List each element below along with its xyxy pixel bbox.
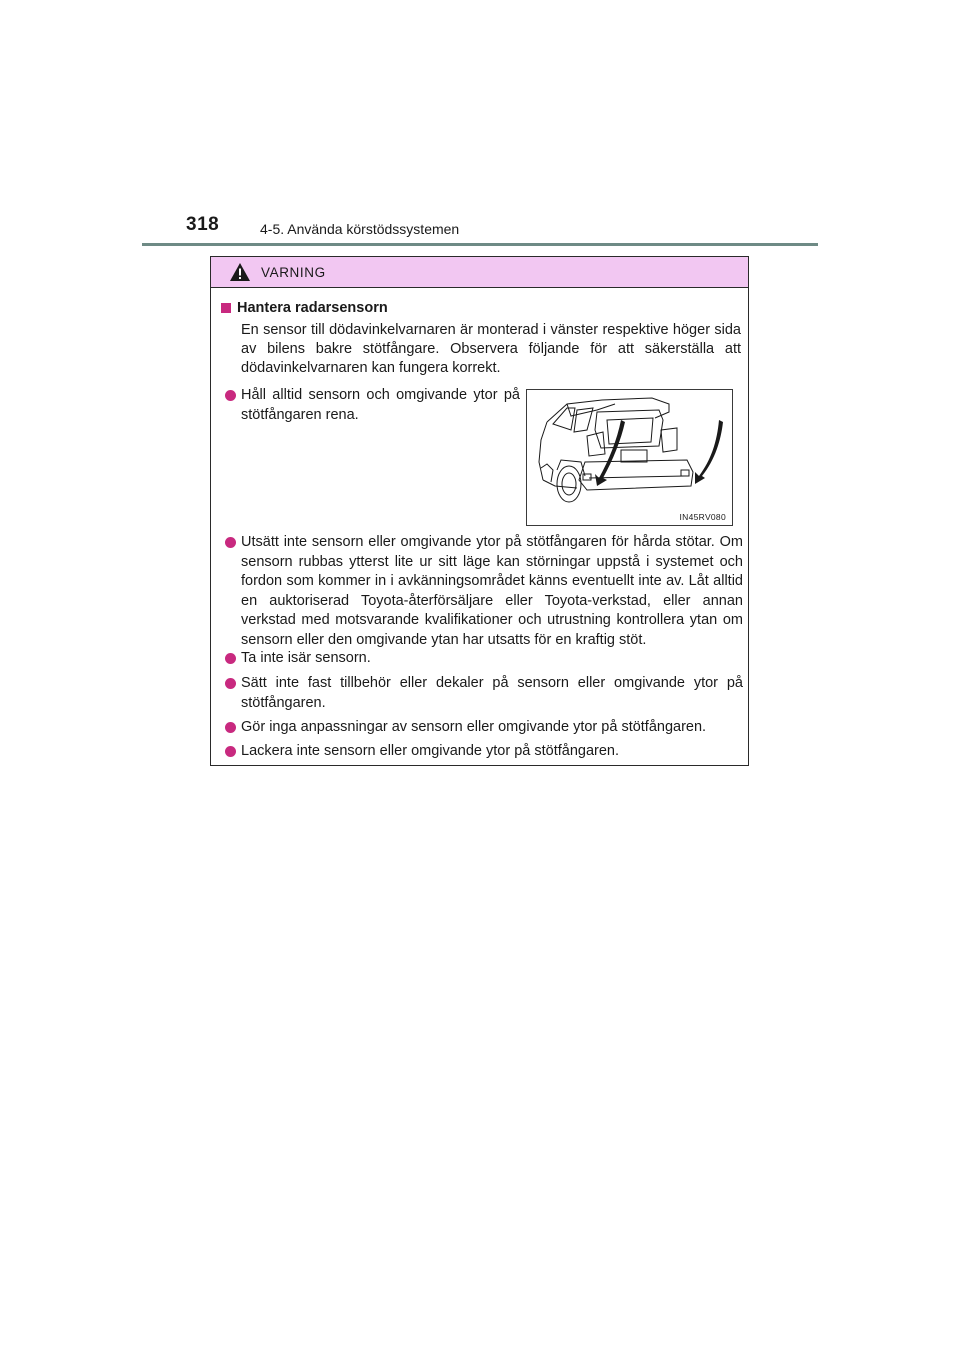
figure-code: IN45RV080 <box>679 512 726 522</box>
warning-label: VARNING <box>261 264 326 280</box>
bullet-text: Utsätt inte sensorn eller omgivande ytor på stötfångaren för hårda stötar. Om sensorn rubbas ytterst lite ur sitt läge kan störningar uppstå i systemet och fordon som kommer in i avkänningsområdet känns eventuellt inte av. Låt alltid en auktoriserad Toyota-återförsäljare eller Toyota-verkstad, eller annan verkstad med motsvarande kvalifikationer och utrustning kontrollera ytan om sensorn eller den omgivande ytan har utsatts för en kraftig stöt. <box>241 534 743 648</box>
bullet-text: Sätt inte fast tillbehör eller dekaler på sensorn eller omgivande ytor på stötfångaren. <box>241 675 743 711</box>
bullet-item <box>225 718 743 738</box>
bullet-dot-icon <box>225 653 236 664</box>
bullet-dot-icon <box>225 537 236 548</box>
header-rule <box>142 243 818 246</box>
warning-header <box>211 257 748 288</box>
warning-triangle-icon <box>229 262 251 282</box>
bullet-dot-icon <box>225 746 236 757</box>
bullet-text: Lackera inte sensorn eller omgivande ytor på stötfångaren. <box>241 743 620 759</box>
bullet-item <box>225 742 743 762</box>
bullet-dot-icon <box>225 390 236 401</box>
bullet-text: Håll alltid sensorn och omgivande ytor på stötfångaren rena. <box>241 387 520 423</box>
bullet-dot-icon <box>225 722 236 733</box>
bumper-sensor-illustration <box>526 389 733 526</box>
bullet-item <box>225 649 743 669</box>
bullet-text: Ta inte isär sensorn. <box>241 650 371 666</box>
warning-heading <box>221 300 388 316</box>
bullet-dot-icon <box>225 678 236 689</box>
square-bullet-icon <box>221 303 231 313</box>
intro-paragraph: En sensor till dödavinkelvarnaren är monterad i vänster respektive höger sida av bilens bakre stötfångare. Observera följande för att säkerställa att dödavinkelvarnaren kan fungera korrekt. <box>241 322 741 376</box>
bullet-text: Gör inga anpassningar av sensorn eller omgivande ytor på stötfångaren. <box>241 719 707 735</box>
page-number: 318 <box>186 214 220 235</box>
bullet-item <box>225 533 743 650</box>
section-title: 4-5. Använda körstödssystemen <box>260 221 460 237</box>
bullet-item <box>225 386 520 425</box>
bullet-item <box>225 674 743 713</box>
car-rear-illustration <box>527 390 732 525</box>
warning-heading-text: Hantera radarsensorn <box>237 300 388 316</box>
warning-box <box>210 256 749 766</box>
